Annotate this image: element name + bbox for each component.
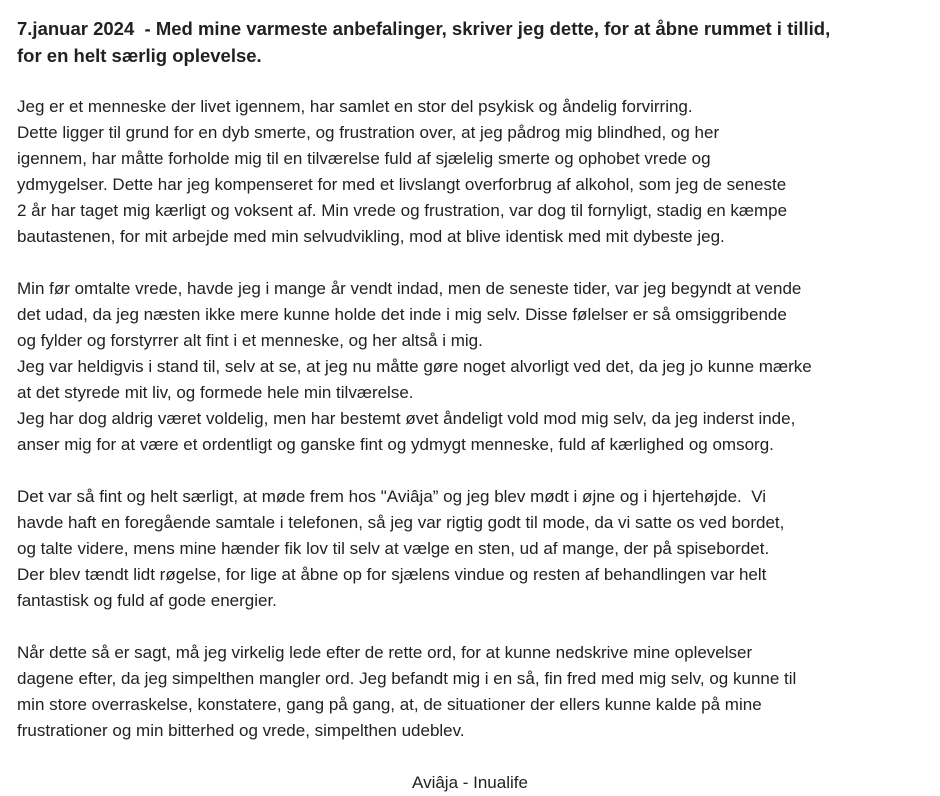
text-line: Det var så fint og helt særligt, at møde frem hos "Aviâja” og jeg blev mødt i øjne og i hjertehøjde. Vi bbox=[17, 487, 767, 506]
text-line: frustrationer og min bitterhed og vrede, simpelthen udeblev. bbox=[17, 721, 465, 740]
text-line: Når dette så er sagt, må jeg virkelig lede efter de rette ord, for at kunne nedskrive mine oplevelser bbox=[17, 643, 753, 662]
paragraph-2 bbox=[17, 276, 923, 458]
text-line: at det styrede mit liv, og formede hele min tilværelse. bbox=[17, 383, 414, 402]
text-line: anser mig for at være et ordentligt og ganske fint og ydmygt menneske, fuld af kærlighed og omsorg. bbox=[17, 435, 774, 454]
text-line: min store overraskelse, konstatere, gang på gang, at, de situationer der ellers kunne kalde på mine bbox=[17, 695, 762, 714]
text-line: Jeg er et menneske der livet igennem, har samlet en stor del psykisk og åndelig forvirring. bbox=[17, 97, 693, 116]
text-line: Jeg har dog aldrig været voldelig, men har bestemt øvet åndeligt vold mod mig selv, da jeg inderst inde, bbox=[17, 409, 796, 428]
heading-line: for en helt særlig oplevelse. bbox=[17, 45, 262, 66]
text-line: Der blev tændt lidt røgelse, for lige at åbne op for sjælens vindue og resten af behandlingen var helt bbox=[17, 565, 767, 584]
text-line: ydmygelser. Dette har jeg kompenseret for med et livslangt overforbrug af alkohol, som jeg de seneste bbox=[17, 175, 787, 194]
text-line: Min før omtalte vrede, havde jeg i mange år vendt indad, men de seneste tider, var jeg begyndt at vende bbox=[17, 279, 802, 298]
text-line: Dette ligger til grund for en dyb smerte, og frustration over, at jeg pådrog mig blindhed, og her bbox=[17, 123, 720, 142]
text-line: Jeg var heldigvis i stand til, selv at se, at jeg nu måtte gøre noget alvorligt ved det, da jeg jo kunne mærke bbox=[17, 357, 812, 376]
text-line: bautastenen, for mit arbejde med min selvudvikling, mod at blive identisk med mit dybeste jeg. bbox=[17, 227, 725, 246]
text-line: igennem, har måtte forholde mig til en tilværelse fuld af sjælelig smerte og ophobet vrede og bbox=[17, 149, 711, 168]
signature-line: Aviâja - Inualife bbox=[412, 773, 528, 792]
text-line: 2 år har taget mig kærligt og voksent af. Min vrede og frustration, var dog til fornyligt, stadig en kæmpe bbox=[17, 201, 788, 220]
paragraph-3 bbox=[17, 484, 923, 614]
text-line: og talte videre, mens mine hænder fik lov til selv at vælge en sten, ud af mange, der på spisebordet. bbox=[17, 539, 770, 558]
document-heading bbox=[17, 15, 923, 69]
text-line: det udad, da jeg næsten ikke mere kunne holde det inde i mig selv. Disse følelser er så omsiggribende bbox=[17, 305, 787, 324]
paragraph-4 bbox=[17, 640, 923, 744]
heading-line: 7.januar 2024 - Med mine varmeste anbefalinger, skriver jeg dette, for at åbne rummet i tillid, bbox=[17, 18, 831, 39]
paragraph-1 bbox=[17, 94, 923, 250]
text-line: havde haft en foregående samtale i telefonen, så jeg var rigtig godt til mode, da vi satte os ved bordet, bbox=[17, 513, 785, 532]
text-line: fantastisk og fuld af gode energier. bbox=[17, 591, 277, 610]
text-line: og fylder og forstyrrer alt fint i et menneske, og her altså i mig. bbox=[17, 331, 483, 350]
text-line: dagene efter, da jeg simpelthen mangler ord. Jeg befandt mig i en så, fin fred med mig selv, og kunne til bbox=[17, 669, 797, 688]
